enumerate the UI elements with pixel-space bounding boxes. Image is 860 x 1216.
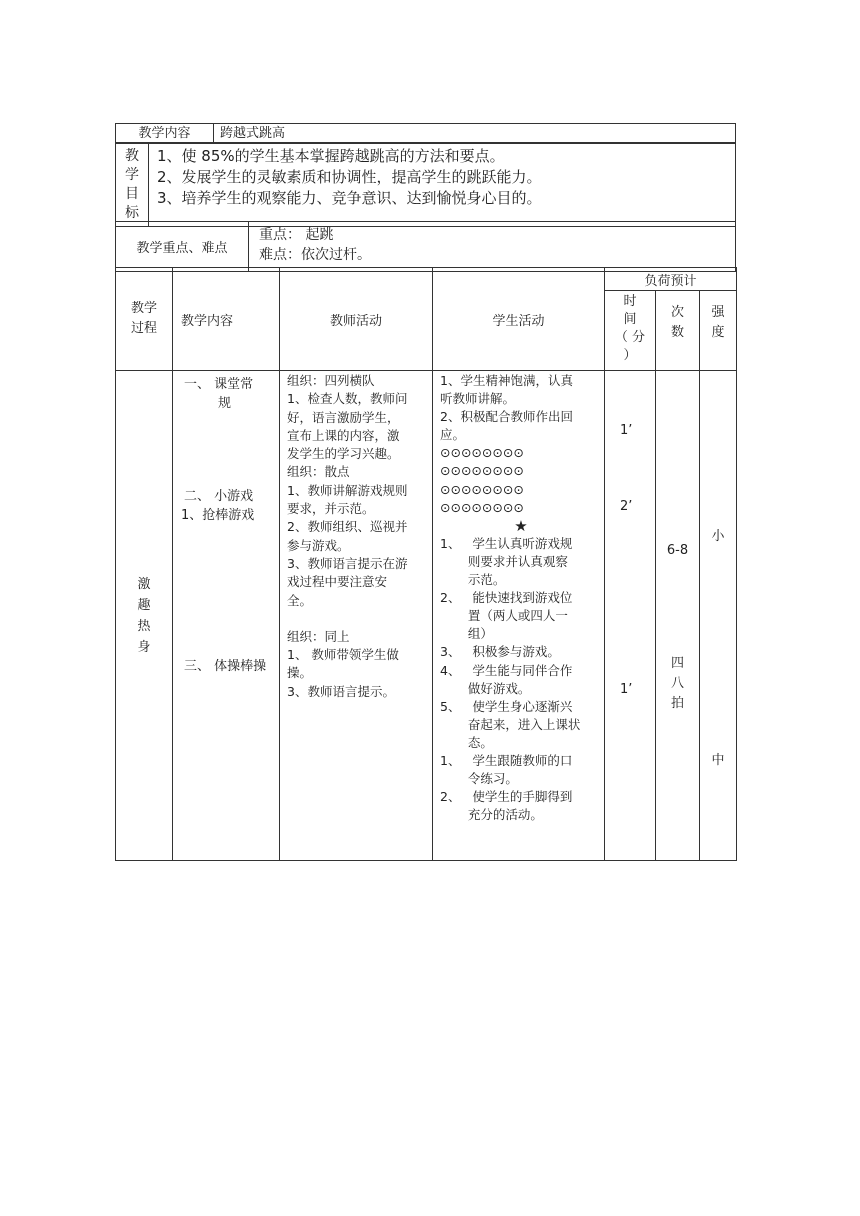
student-activity xyxy=(433,371,605,861)
key-points-values xyxy=(249,222,736,272)
teacher-activity-line: 1、 教师带领学生做 xyxy=(287,647,399,663)
intensity-cell xyxy=(700,371,737,861)
difficulty-point: 难点：依次过杆。 xyxy=(259,247,371,263)
teacher-activity-line: 参与游戏。 xyxy=(287,537,350,553)
content-value: 跨越式跳高 xyxy=(214,124,736,144)
header-count-line: 数 xyxy=(670,325,684,340)
student-activity-line: 态。 xyxy=(440,734,493,750)
goal-item: 3、培养学生的观察能力、竞争意识、达到愉悦身心目的。 xyxy=(157,189,542,207)
goals-label-char: 标 xyxy=(125,205,139,221)
count-beats xyxy=(656,654,699,714)
teacher-activity-line: 组织：同上 xyxy=(287,628,350,644)
header-time xyxy=(605,291,656,371)
content-item-1-line: 规 xyxy=(218,396,232,411)
student-activity-line: 2、 能快速找到游戏位 xyxy=(440,590,573,606)
count-beats-char: 拍 xyxy=(670,696,684,711)
content-row xyxy=(115,123,736,144)
student-activity-line: 令练习。 xyxy=(440,771,518,787)
student-activity-line: 做好游戏。 xyxy=(440,680,531,696)
content-label: 教学内容 xyxy=(116,124,214,144)
header-load: 负荷预计 xyxy=(605,268,737,291)
count-cell xyxy=(656,371,700,861)
content-item-1 xyxy=(184,375,253,413)
student-activity-line: 2、积极配合教师作出回 xyxy=(440,409,573,425)
header-time-line: ） xyxy=(623,348,637,363)
header-process xyxy=(116,268,173,371)
teacher-activity-line: 1、教师讲解游戏规则 xyxy=(287,482,408,498)
section-label-char: 热 xyxy=(137,618,151,634)
header-content: 教学内容 xyxy=(173,268,280,371)
content-item-2-line: 二、 小游戏 xyxy=(184,489,254,504)
content-item-3: 三、 体操棒操 xyxy=(184,659,267,674)
teacher-activity-line: 戏过程中要注意安 xyxy=(287,574,388,590)
student-activity-line: 应。 xyxy=(440,427,466,443)
section-label xyxy=(116,371,173,861)
student-activity-line: 5、 使学生身心逐渐兴 xyxy=(440,698,573,714)
content-item-1-line: 一、 课堂常 xyxy=(184,377,254,392)
student-activity-line: 3、 积极参与游戏。 xyxy=(440,644,560,660)
student-activity-line: ⊙⊙⊙⊙⊙⊙⊙⊙ xyxy=(440,463,524,479)
header-count xyxy=(656,291,700,371)
header-time-line: （ 分 xyxy=(614,330,646,345)
header-time-line: 时 xyxy=(623,294,637,309)
count-beats-char: 八 xyxy=(670,676,684,691)
student-activity-line: 示范。 xyxy=(440,572,506,588)
teacher-activity-line: 操。 xyxy=(287,665,313,681)
header-intensity xyxy=(700,291,737,371)
key-points-label: 教学重点、难点 xyxy=(116,222,249,272)
section-label-char: 趣 xyxy=(137,597,151,613)
key-points-row xyxy=(115,221,736,272)
section-content xyxy=(173,371,280,861)
student-activity-line: 则要求并认真观察 xyxy=(440,553,568,569)
focus-point: 重点： 起跳 xyxy=(259,227,334,243)
teacher-activity-line: 发学生的学习兴趣。 xyxy=(287,446,400,462)
goals-label-char: 目 xyxy=(125,186,139,202)
header-process-line: 过程 xyxy=(130,321,157,336)
process-table xyxy=(115,267,737,861)
header-process-line: 教学 xyxy=(130,301,157,316)
student-activity-line: 2、 使学生的手脚得到 xyxy=(440,789,573,805)
student-activity-line: 4、 学生能与同伴合作 xyxy=(440,662,573,678)
student-activity-line: 1、学生精神饱满，认真 xyxy=(440,373,573,388)
header-count-line: 次 xyxy=(670,305,684,320)
goal-item: 2、发展学生的灵敏素质和协调性，提高学生的跳跃能力。 xyxy=(157,168,542,186)
header-intensity-line: 强 xyxy=(711,305,725,320)
teacher-activity-line: 3、教师语言提示在游 xyxy=(287,555,408,571)
teacher-activity-line: 2、教师组织、巡视并 xyxy=(287,519,408,535)
teacher-activity-line: 好，语言激励学生， xyxy=(287,409,400,425)
teacher-activity xyxy=(280,371,433,861)
teacher-activity-line: 宣布上课的内容，激 xyxy=(287,427,400,443)
header-time-line: 间 xyxy=(623,312,637,327)
count-beats-char: 四 xyxy=(670,656,684,671)
section-label-char: 身 xyxy=(137,639,151,655)
teacher-activity-line: 组织：散点 xyxy=(287,464,350,480)
teacher-activity-line: 3、教师语言提示。 xyxy=(287,683,395,699)
student-activity-line: ⊙⊙⊙⊙⊙⊙⊙⊙ xyxy=(440,445,524,461)
time-value: 1’ xyxy=(620,423,633,438)
header-teacher: 教师活动 xyxy=(280,268,433,371)
count-value: 6-8 xyxy=(666,543,689,558)
content-item-2-line: 1、抢棒游戏 xyxy=(181,508,255,523)
time-cell xyxy=(605,371,656,861)
teacher-activity-line: 1、检查人数，教师问 xyxy=(287,391,408,407)
student-activity-line: 充分的活动。 xyxy=(440,807,543,823)
student-activity-line: ⊙⊙⊙⊙⊙⊙⊙⊙ xyxy=(440,481,524,497)
student-activity-line: 奋起来，进入上课状 xyxy=(440,716,581,732)
goals-list xyxy=(149,143,736,227)
teacher-activity-line: 要求，并示范。 xyxy=(287,501,375,517)
intensity-value: 中 xyxy=(711,753,725,768)
goals-label-char: 学 xyxy=(125,167,139,183)
header-intensity-line: 度 xyxy=(711,325,725,340)
time-value: 1’ xyxy=(620,682,633,697)
content-item-2 xyxy=(181,487,255,525)
teacher-activity-line xyxy=(287,610,428,628)
student-activity-line: 置（两人或四人一 xyxy=(440,608,568,624)
student-activity-line: 听教师讲解。 xyxy=(440,391,516,407)
time-value: 2’ xyxy=(620,499,633,514)
goals-label xyxy=(116,143,149,227)
goal-item: 1、使 85%的学生基本掌握跨越跳高的方法和要点。 xyxy=(157,147,505,165)
goals-row xyxy=(115,142,736,227)
student-activity-line: 1、 学生认真听游戏规 xyxy=(440,535,573,551)
student-activity-line: 1、 学生跟随教师的口 xyxy=(440,752,573,768)
teacher-activity-line: 全。 xyxy=(287,592,313,608)
header-student: 学生活动 xyxy=(433,268,605,371)
student-activity-line: ★ xyxy=(514,516,528,535)
goals-label-char: 教 xyxy=(125,148,139,164)
student-activity-line: 组） xyxy=(440,626,493,642)
student-activity-line: ⊙⊙⊙⊙⊙⊙⊙⊙ xyxy=(440,499,524,515)
teacher-activity-line: 组织：四列横队 xyxy=(287,373,375,388)
intensity-value: 小 xyxy=(711,529,725,544)
section-label-char: 激 xyxy=(137,576,151,592)
